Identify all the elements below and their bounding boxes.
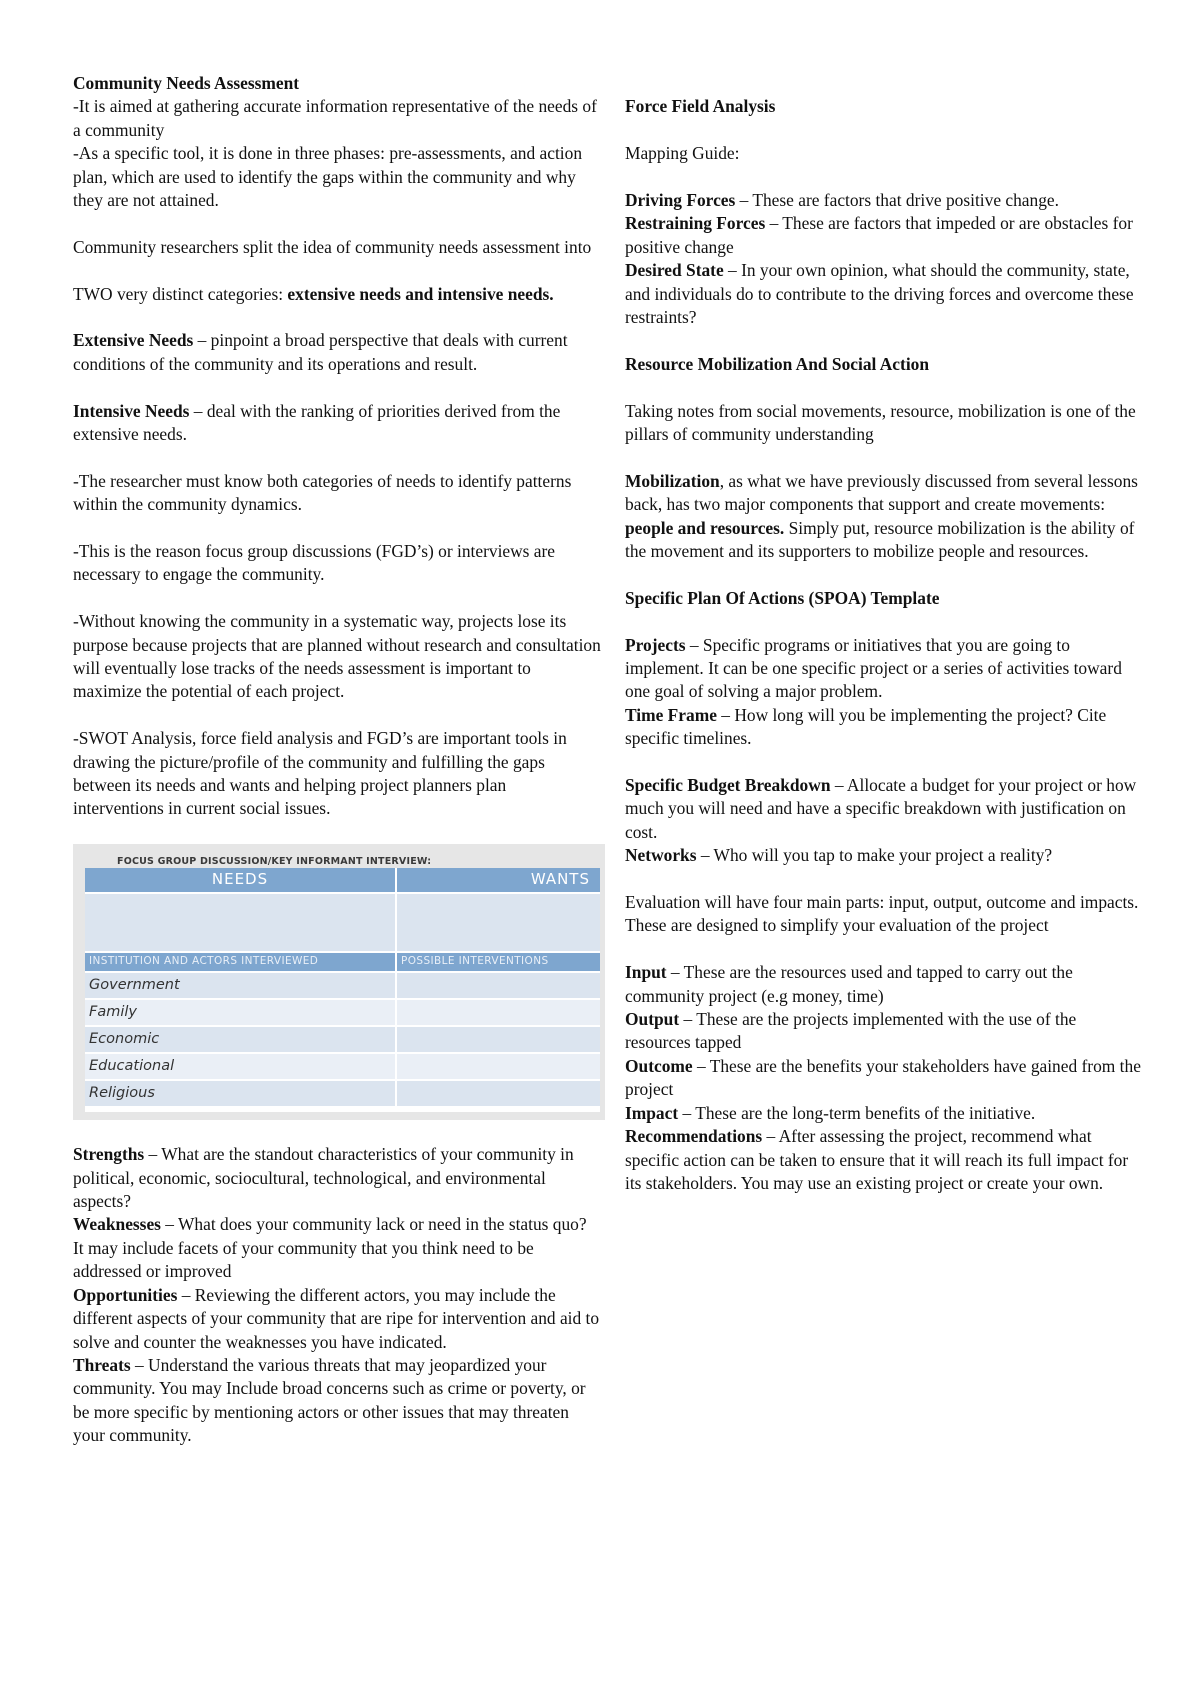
fgd-row-cell: [397, 1054, 600, 1079]
desired-state: [625, 259, 1145, 329]
mobilization-term: Mobilization: [625, 470, 720, 491]
cna-categories-bold: extensive needs and intensive needs.: [287, 283, 554, 304]
recommendations-text: – After assessing the project, recommend what specific action can be taken to ensure that it will reach its full impact for its stakeholders. You may use an existing project or create your own.: [625, 1126, 1129, 1193]
extensive-needs-term: Extensive Needs: [73, 330, 194, 351]
fgd-wants-cell: [397, 894, 600, 951]
desired-state-text: – In your own opinion, what should the community, state, and individuals do to contribute to the driving forces and overcome these restraints?: [625, 260, 1134, 328]
projects-text: – Specific programs or initiatives that you are going to implement. It can be one specific project or a series of activities toward one goal of solving a major problem.: [625, 634, 1122, 702]
rmsa-paragraph: Taking notes from social movements, resource, mobilization is one of the pillars of community understanding: [625, 400, 1136, 445]
outcome-term: Outcome: [625, 1055, 693, 1076]
time-frame-term: Time Frame: [625, 704, 717, 725]
spoa-networks: [625, 844, 1145, 867]
mobilization-text: , as what we have previously discussed from several lessons back, has two major components that support and create movements:: [625, 470, 1138, 515]
fgd-table-title: FOCUS GROUP DISCUSSION/KEY INFORMANT INTERVIEW:: [117, 855, 432, 867]
fgd-header-row: [85, 868, 600, 892]
networks-text: – Who will you tap to make your project a reality?: [696, 845, 1053, 866]
cna-paragraph: -As a specific tool, it is done in three phases: pre-assessments, and action plan, which are used to identify the gaps within the community and why they are not attained.: [73, 143, 583, 211]
fgd-row-label: Government: [85, 973, 395, 998]
table-row: [85, 1054, 600, 1079]
input-term: Input: [625, 962, 667, 983]
fgd-row-cell: [397, 1081, 600, 1106]
impact-text: – These are the long-term benefits of the initiative.: [678, 1102, 1036, 1123]
impact-term: Impact: [625, 1102, 679, 1123]
time-frame-text: – How long will you be implementing the project? Cite specific timelines.: [625, 704, 1107, 749]
intensive-needs-text: – deal with the ranking of priorities derived from the extensive needs.: [73, 400, 561, 445]
fgd-row-label: Religious: [85, 1081, 395, 1106]
fgd-table-grid: [85, 868, 600, 1112]
input-text: – These are the resources used and tapped to carry out the community project (e.g money, time): [625, 962, 1073, 1006]
people-resources-term: people and resources.: [625, 517, 785, 538]
cna-title: Community Needs Assessment: [73, 73, 300, 93]
swot-threats: [73, 1354, 601, 1448]
eval-recommendations: [625, 1125, 1145, 1195]
fgd-needs-cell: [85, 894, 395, 951]
eval-input: [625, 961, 1145, 1008]
fgd-col-needs: NEEDS: [85, 868, 395, 892]
evaluation-paragraph: Evaluation will have four main parts: input, output, outcome and impacts. These are designed to simplify your evaluation of the project: [625, 892, 1139, 936]
fgd-paragraph: -This is the reason focus group discussions (FGD’s) or interviews are necessary to engage the community.: [73, 541, 556, 585]
fgd-row-cell: [397, 1027, 600, 1052]
intensive-needs-term: Intensive Needs: [73, 400, 190, 421]
people-resources: [625, 517, 1145, 564]
threats-text: – Understand the various threats that may jeopardized your community. You may Include broad concerns such as crime or poverty, or be more specific by mentioning actors or other issues that may threaten your community.: [73, 1354, 586, 1446]
rmsa-title: Resource Mobilization And Social Action: [625, 353, 930, 374]
fgd-row-cell: [397, 973, 600, 998]
opportunities-text: – Reviewing the different actors, you may include the different aspects of your community that are ripe for intervention and aid to solve and counter the weaknesses you have indicated.: [73, 1284, 600, 1352]
extensive-needs-text: – pinpoint a broad perspective that deals with current conditions of the community and its operations and result.: [73, 330, 568, 374]
table-row: [85, 973, 600, 998]
strengths-term: Strengths: [73, 1144, 145, 1165]
fgd-row-cell: [397, 1000, 600, 1025]
ffa-title: Force Field Analysis: [625, 96, 776, 117]
cna-categories-text: TWO very distinct categories:: [73, 283, 288, 304]
cna-paragraph: Community researchers split the idea of community needs assessment into: [73, 236, 592, 257]
restraining-forces-term: Restraining Forces: [625, 213, 766, 234]
table-row: [85, 1000, 600, 1025]
restraining-forces-text: – These are factors that impeded or are obstacles for positive change: [625, 213, 1133, 257]
right-column: [625, 72, 1145, 1195]
eval-output: [625, 1008, 1145, 1055]
fgd-row-label: Family: [85, 1000, 395, 1025]
outcome-text: – These are the benefits your stakeholders have gained from the project: [625, 1055, 1141, 1100]
intensive-needs: [73, 400, 601, 447]
mapping-guide: Mapping Guide:: [625, 143, 740, 164]
opportunities-term: Opportunities: [73, 1284, 178, 1305]
budget-text: – Allocate a budget for your project or how much you will need and have a specific breakdown with justification on cost.: [625, 775, 1137, 842]
swot-opportunities: [73, 1284, 601, 1354]
spoa-projects: [625, 634, 1145, 704]
swot-weaknesses: [73, 1213, 601, 1283]
table-row: [85, 1081, 600, 1106]
networks-term: Networks: [625, 845, 697, 866]
eval-impact: [625, 1102, 1145, 1125]
people-resources-text: Simply put, resource mobilization is the ability of the movement and its supporters to mobilize people and resources.: [625, 517, 1135, 562]
fgd-subheader-row: [85, 953, 600, 971]
fgd-col-institution: INSTITUTION AND ACTORS INTERVIEWED: [85, 953, 395, 971]
fgd-col-wants: WANTS: [397, 868, 600, 892]
eval-outcome: [625, 1055, 1145, 1102]
threats-term: Threats: [73, 1354, 131, 1375]
driving-forces-term: Driving Forces: [625, 189, 736, 210]
cna-categories: [73, 283, 601, 306]
left-column: [73, 72, 601, 1448]
recommendations-term: Recommendations: [625, 1126, 763, 1147]
table-row: [85, 1027, 600, 1052]
fgd-col-interventions: POSSIBLE INTERVENTIONS: [397, 953, 600, 971]
restraining-forces: [625, 212, 1145, 259]
weaknesses-term: Weaknesses: [73, 1214, 161, 1235]
extensive-needs: [73, 329, 601, 376]
output-term: Output: [625, 1009, 680, 1030]
fgd-row-label: Educational: [85, 1054, 395, 1079]
driving-forces-text: – These are factors that drive positive change.: [735, 189, 1059, 210]
strengths-text: – What are the standout characteristics of your community in political, economic, sociocultural, technological, and environmental aspects?: [73, 1144, 574, 1212]
spoa-title: Specific Plan Of Actions (SPOA) Template: [625, 587, 940, 608]
spoa-budget: [625, 774, 1145, 844]
fgd-blank-row: [85, 894, 600, 951]
without-paragraph: -Without knowing the community in a systematic way, projects lose its purpose because projects that are planned without research and consultation will eventually lose tracks of the needs assessment is important to maximize the potential of each project.: [73, 611, 601, 702]
fgd-row-label: Economic: [85, 1027, 395, 1052]
budget-term: Specific Budget Breakdown: [625, 775, 831, 796]
mobilization: [625, 470, 1145, 517]
fgd-table-image: [73, 844, 605, 1120]
cna-paragraph: -It is aimed at gathering accurate information representative of the needs of a community: [73, 96, 597, 140]
swot-strengths: [73, 1143, 601, 1213]
desired-state-term: Desired State: [625, 260, 724, 281]
researcher-paragraph: -The researcher must know both categories of needs to identify patterns within the community dynamics.: [73, 470, 572, 515]
driving-forces: [625, 189, 1145, 212]
output-text: – These are the projects implemented with the use of the resources tapped: [625, 1009, 1077, 1053]
swot-paragraph: -SWOT Analysis, force field analysis and FGD’s are important tools in drawing the picture/profile of the community and fulfilling the gaps between its needs and wants and helping project planners plan interventions in current social issues.: [73, 728, 567, 819]
projects-term: Projects: [625, 634, 686, 655]
weaknesses-text: – What does your community lack or need in the status quo? It may include facets of your community that you think need to be addressed or improved: [73, 1214, 587, 1282]
spoa-time-frame: [625, 704, 1145, 751]
